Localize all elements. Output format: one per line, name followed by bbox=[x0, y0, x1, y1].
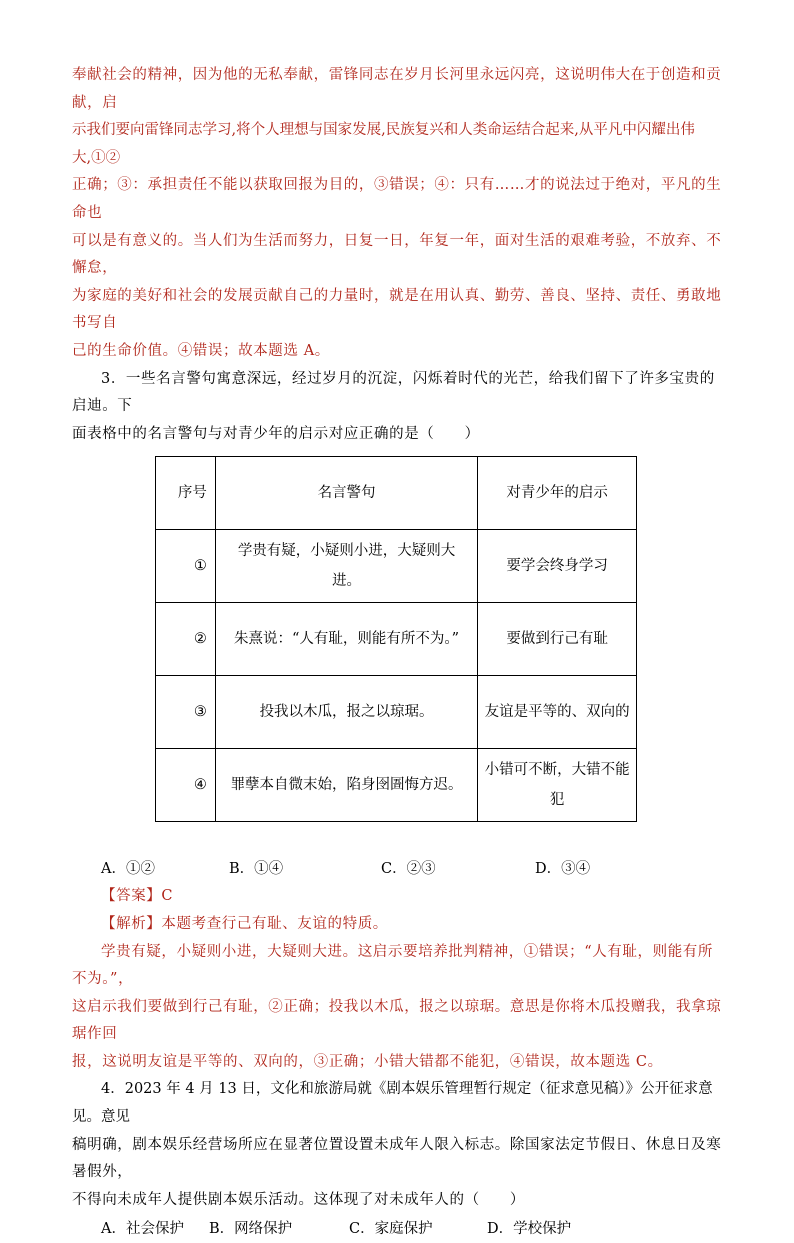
question-stem: 面表格中的名言警句与对青少年的启示对应正确的是（ ） bbox=[72, 425, 480, 442]
table-cell: 友谊是平等的、双向的 bbox=[478, 676, 637, 749]
table-cell: ② bbox=[156, 603, 216, 676]
table-cell: ③ bbox=[156, 676, 216, 749]
table-cell: 要做到行己有耻 bbox=[478, 603, 637, 676]
answer-value: C bbox=[161, 888, 174, 905]
option-b: B．①④ bbox=[229, 861, 284, 878]
analysis-line: 己的生命价值。④错误；故本题选 A。 bbox=[72, 342, 330, 359]
option-b: B．网络保护 bbox=[209, 1221, 293, 1238]
table-cell: 学贵有疑，小疑则小进，大疑则大进。 bbox=[215, 530, 477, 603]
analysis-line: 报，这说明友谊是平等的、双向的，③正确；小错大错都不能犯，④错误，故本题选 C。 bbox=[72, 1053, 663, 1070]
table-cell: 要学会终身学习 bbox=[478, 530, 637, 603]
question-stem: 3．一些名言警句寓意深远，经过岁月的沉淀，闪烁着时代的光芒，给我们留下了许多宝贵的启迪。下 bbox=[72, 370, 715, 415]
analysis-line: 学贵有疑，小疑则小进，大疑则大进。这启示要培养批判精神，①错误；“人有耻，则能有所不为。”， bbox=[72, 943, 714, 988]
document-page bbox=[72, 62, 722, 1243]
option-c: C．②③ bbox=[381, 861, 436, 878]
table-row bbox=[156, 749, 637, 822]
answer-options bbox=[72, 1216, 722, 1243]
option-d: D．学校保护 bbox=[487, 1221, 572, 1238]
question-stem: 4．2023 年 4 月 13 日，文化和旅游局就《剧本娱乐管理暂行规定（征求意见稿）》公开征求意见。意见 bbox=[72, 1081, 713, 1126]
option-a: A．社会保护 bbox=[101, 1221, 184, 1238]
option-d: D．③④ bbox=[535, 861, 591, 878]
analysis-line: 这启示我们要做到行己有耻，②正确；投我以木瓜，报之以琼琚。意思是你将木瓜投赠我，我拿琼琚作回 bbox=[72, 998, 722, 1043]
table-cell: 小错可不断，大错不能犯 bbox=[478, 749, 637, 822]
analysis-body bbox=[72, 939, 722, 1077]
table-header-row bbox=[156, 457, 637, 530]
table-cell: 投我以木瓜，报之以琼琚。 bbox=[215, 676, 477, 749]
quote-table bbox=[155, 456, 637, 822]
answer-tag: 【答案】 bbox=[101, 888, 162, 905]
analysis-text: 本题考查行己有耻、友谊的特质。 bbox=[161, 915, 388, 932]
option-a: A．①② bbox=[101, 861, 155, 878]
table-row bbox=[156, 676, 637, 749]
analysis-line: 为家庭的美好和社会的发展贡献自己的力量时，就是在用认真、勤劳、善良、坚持、责任、勇敢地书写自 bbox=[72, 287, 722, 332]
analysis-tag: 【解析】 bbox=[101, 915, 162, 932]
header-cell-number: 序号 bbox=[156, 457, 216, 530]
question-stem: 稿明确，剧本娱乐经营场所应在显著位置设置未成年人限入标志。除国家法定节假日、休息日及寒暑假外， bbox=[72, 1136, 722, 1181]
question-4 bbox=[72, 1076, 722, 1243]
header-cell-quote: 名言警句 bbox=[215, 457, 477, 530]
table-cell: 朱熹说：“人有耻，则能有所不为。” bbox=[215, 603, 477, 676]
option-c: C．家庭保护 bbox=[349, 1221, 433, 1238]
table-row bbox=[156, 603, 637, 676]
analysis-line: 奉献社会的精神，因为他的无私奉献，雷锋同志在岁月长河里永远闪亮，这说明伟大在于创造和贡献，启 bbox=[72, 67, 722, 111]
table-cell: ① bbox=[156, 530, 216, 603]
header-cell-lesson: 对青少年的启示 bbox=[478, 457, 637, 530]
question-3 bbox=[72, 366, 722, 1077]
analysis-line: 正确；③：承担责任不能以获取回报为目的，③错误；④：只有……才的说法过于绝对，平凡的生命也 bbox=[72, 177, 722, 221]
answer-line bbox=[72, 883, 722, 911]
analysis-head bbox=[72, 911, 722, 939]
analysis-line: 可以是有意义的。当人们为生活而努力，日复一日，年复一年，面对生活的艰难考验，不放弃、不懈怠， bbox=[72, 232, 722, 277]
table-cell: 罪孽本自微末始，陷身囹圄悔方迟。 bbox=[215, 749, 477, 822]
answer-options bbox=[72, 856, 722, 883]
previous-analysis bbox=[72, 62, 722, 366]
question-stem: 不得向未成年人提供剧本娱乐活动。这体现了对未成年人的（ ） bbox=[72, 1191, 525, 1208]
table-cell: ④ bbox=[156, 749, 216, 822]
analysis-line: 示我们要向雷锋同志学习,将个人理想与国家发展,民族复兴和人类命运结合起来,从平凡中闪耀出伟大,①② bbox=[72, 122, 695, 166]
table-row bbox=[156, 530, 637, 603]
